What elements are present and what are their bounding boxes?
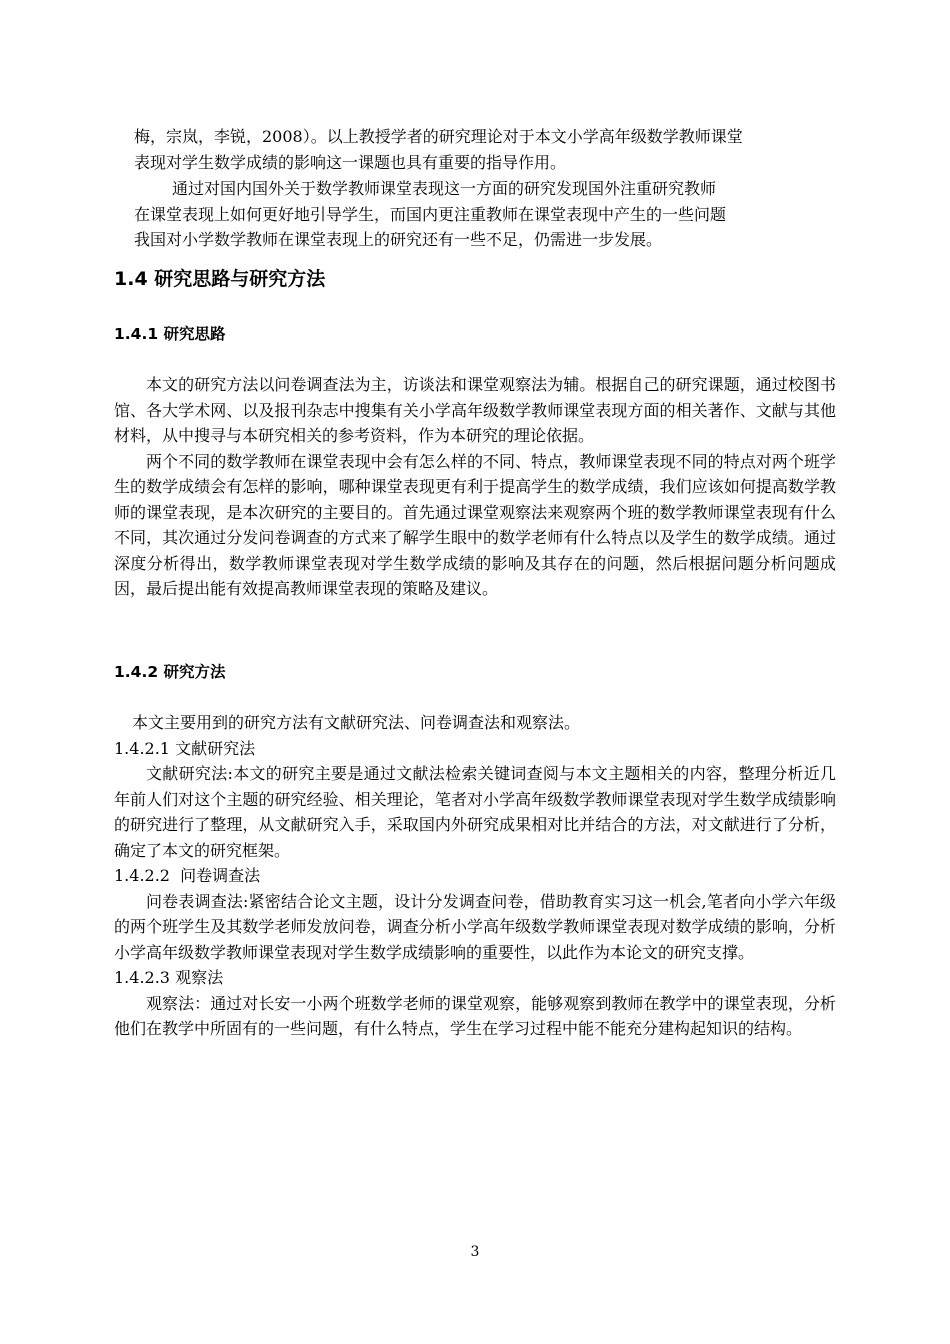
subsection-heading: 1.4.2 研究方法 xyxy=(114,663,226,681)
page-number: 3 xyxy=(470,1244,480,1260)
paragraph: 观察法：通过对长安一小两个班数学老师的课堂观察，能够观察到教师在教学中的课堂表现，分析他们在教学中所固有的一些问题，有什么特点，学生在学习过程中能不能充分建构起知识的结构。 xyxy=(114,993,836,1038)
paragraph: 问卷表调查法:紧密结合论文主题，设计分发调查问卷，借助教育实习这一机会,笔者向小学六年级的两个班学生及其数学老师发放问卷，调查分析小学高年级数学教师课堂表现对数学成绩的影响，分析小学高年级数学教师课堂表现对学生数学成绩影响的重要性，以此作为本论文的研究支撑。 xyxy=(114,891,836,962)
section-1-4-2-body xyxy=(114,710,836,1042)
section-1-4-heading-wrap xyxy=(114,264,836,291)
continued-line-2: 表现对学生数学成绩的影响这一课题也具有重要的指导作用。 xyxy=(134,152,567,172)
paragraph: 本文的研究方法以问卷调查法为主，访谈法和课堂观察法为辅。根据自己的研究课题，通过校图书馆、各大学术网、以及报刊杂志中搜集有关小学高年级数学教师课堂表现方面的相关著作、文献与其他材料，从中搜寻与本研究相关的参考资料，作为本研究的理论依据。 xyxy=(114,375,836,445)
continued-line-1: 梅，宗岚，李锐，2008）。以上教授学者的研究理论对于本文小学高年级数学教师课堂 xyxy=(134,127,743,146)
section-1-4-1-heading-wrap xyxy=(114,322,836,344)
section-heading: 1.4 研究思路与研究方法 xyxy=(114,268,326,290)
section-1-4-1-body xyxy=(114,372,836,602)
continued-paragraph xyxy=(134,124,839,175)
subsubsection-heading: 1.4.2.2 问卷调查法 xyxy=(114,866,261,885)
subsubsection-heading: 1.4.2.1 文献研究法 xyxy=(114,738,256,758)
summary-line-1: 通过对国内国外关于数学教师课堂表现这一方面的研究发现国外注重研究教师 xyxy=(172,179,717,198)
section-1-4-2-heading-wrap xyxy=(114,660,836,682)
subsection-heading: 1.4.1 研究思路 xyxy=(114,325,226,343)
subsubsection-heading: 1.4.2.3 观察法 xyxy=(114,968,224,987)
paragraph: 本文主要用到的研究方法有文献研究法、问卷调查法和观察法。 xyxy=(132,713,581,732)
paragraph: 两个不同的数学教师在课堂表现中会有怎么样的不同、特点，教师课堂表现不同的特点对两个班学生的数学成绩会有怎样的影响，哪种课堂表现更有利于提高学生的数学成绩，我们应该如何提高数学教师的课堂表现，是本次研究的主要目的。首先通过课堂观察法来观察两个班的数学教师课堂表现有什么不同，其次通过分发问卷调查的方式来了解学生眼中的数学老师有什么特点以及学生的数学成绩。通过深度分析得出，数学教师课堂表现对学生数学成绩的影响及其存在的问题，然后根据问题分析问题成因，最后提出能有效提高教师课堂表现的策略及建议。 xyxy=(114,451,836,598)
paragraph: 文献研究法:本文的研究主要是通过文献法检索关键词查阅与本文主题相关的内容，整理分析近几年前人们对这个主题的研究经验、相关理论，笔者对小学高年级数学教师课堂表现对学生数学成绩影响的研究进行了整理，从文献研究入手，采取国内外研究成果相对比并结合的方法，对文献进行了分析，确定了本文的研究框架。 xyxy=(114,764,836,860)
summary-line-3: 我国对小学数学教师在课堂表现上的研究还有一些不足，仍需进一步发展。 xyxy=(134,230,663,249)
summary-line-2: 在课堂表现上如何更好地引导学生，而国内更注重教师在课堂表现中产生的一些问题 xyxy=(134,204,727,224)
summary-paragraph xyxy=(134,176,839,253)
